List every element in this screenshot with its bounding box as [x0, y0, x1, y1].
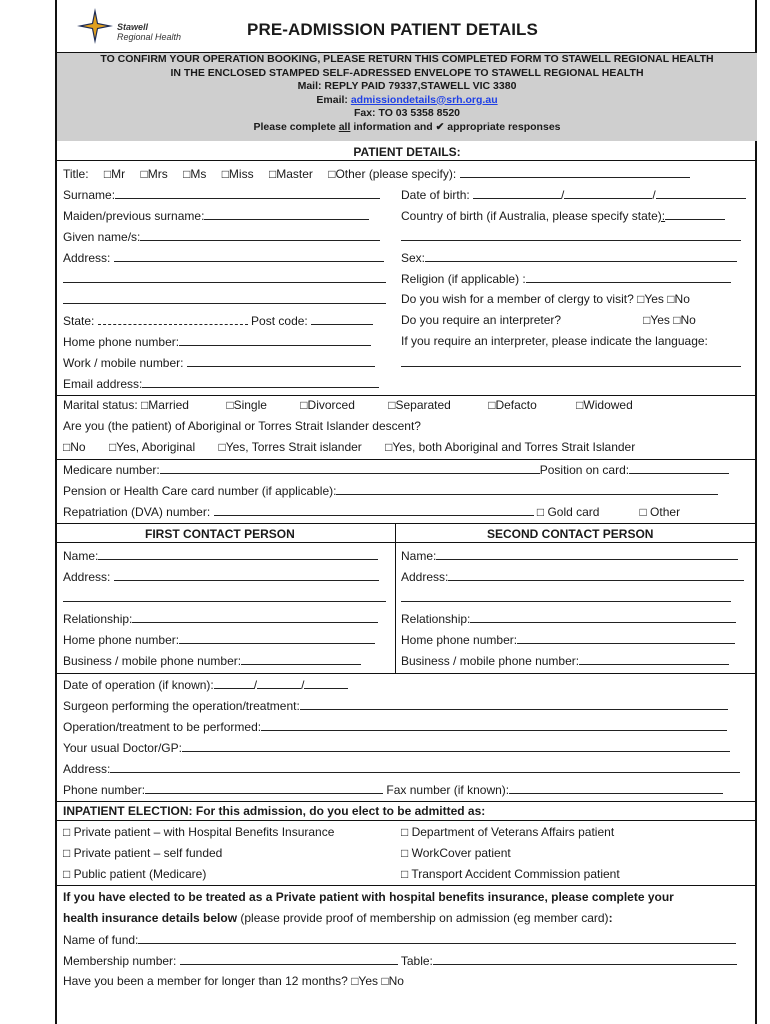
divider	[57, 160, 757, 161]
dva-field[interactable]	[214, 504, 534, 516]
divider	[57, 820, 757, 821]
address-field[interactable]	[114, 250, 384, 262]
divider	[57, 523, 757, 524]
title-label: Title:	[63, 167, 89, 181]
clergy-yes-checkbox[interactable]: □Yes	[637, 292, 664, 306]
work-phone-row	[63, 355, 375, 370]
public-medicare-checkbox[interactable]: □ Public patient (Medicare)	[63, 867, 207, 881]
second-business-row	[401, 653, 729, 668]
country-row	[401, 208, 725, 223]
surname-row	[63, 187, 380, 202]
divider	[57, 542, 757, 543]
title-master-checkbox[interactable]: □Master	[268, 167, 313, 181]
complete-post: information and ✔ appropriate responses	[353, 120, 561, 133]
address-line-3	[63, 292, 386, 307]
logo-name: Stawell	[117, 22, 149, 32]
gp-address-row	[63, 761, 740, 776]
aboriginal-question: Are you (the patient) of Aboriginal or Torres Strait Islander descent?	[63, 419, 421, 433]
membership-field[interactable]	[180, 953, 398, 965]
dob-month-field[interactable]	[564, 187, 652, 199]
country-label: Country of birth (if Australia, please specify state	[401, 209, 658, 223]
second-business-field[interactable]	[579, 653, 729, 665]
both-checkbox[interactable]: □Yes, both Aboriginal and Torres Strait Islander	[385, 440, 636, 454]
first-name-row	[63, 548, 378, 563]
first-address-label: Address:	[63, 570, 111, 584]
email-label: Email address:	[63, 377, 143, 391]
dva-patient-checkbox[interactable]: □ Department of Veterans Affairs patient	[401, 825, 615, 839]
aboriginal-yes-checkbox[interactable]: □Yes, Aboriginal	[108, 440, 196, 454]
membership-row	[63, 953, 737, 968]
email-field[interactable]	[142, 376, 379, 388]
title-miss-checkbox[interactable]: □Miss	[221, 167, 254, 181]
medicare-label: Medicare number:	[63, 463, 160, 477]
gp-phone-row	[63, 782, 723, 797]
marital-separated-checkbox[interactable]: □Separated	[388, 398, 451, 412]
interpreter-row	[401, 313, 696, 327]
state-label: State:	[63, 314, 95, 328]
longer-label: Have you been a member for longer than 12 months?	[63, 974, 348, 988]
op-month-field[interactable]	[257, 677, 301, 689]
op-slash-1: /	[253, 678, 258, 692]
dob-row	[401, 187, 746, 202]
home-phone-field[interactable]	[179, 334, 371, 346]
second-home-field[interactable]	[517, 632, 735, 644]
sex-row	[401, 250, 737, 265]
medicare-field[interactable]	[160, 462, 540, 474]
second-home-label: Home phone number:	[401, 633, 518, 647]
longer-yes-checkbox[interactable]: □Yes	[351, 974, 379, 988]
surgeon-field[interactable]	[300, 698, 728, 710]
fund-field[interactable]	[138, 932, 736, 944]
election-heading: INPATIENT ELECTION: For this admission, do you elect to be admitted as:	[63, 804, 486, 818]
second-relationship-field[interactable]	[470, 611, 736, 623]
op-year-field[interactable]	[304, 677, 348, 689]
op-date-row	[63, 677, 348, 692]
first-address-line-2	[63, 590, 386, 605]
tac-checkbox[interactable]: □ Transport Accident Commission patient	[401, 867, 620, 881]
table-field[interactable]	[433, 953, 737, 965]
marital-married-checkbox[interactable]: □Married	[141, 398, 189, 412]
title-mrs-checkbox[interactable]: □Mrs	[140, 167, 168, 181]
second-relationship-row	[401, 611, 736, 626]
first-address-row	[63, 569, 379, 584]
surname-field[interactable]	[115, 187, 380, 199]
insurance-line-2	[63, 911, 613, 925]
address-line-2	[63, 271, 386, 286]
fund-label: Name of fund:	[63, 933, 139, 947]
form-page	[57, 0, 757, 1024]
op-day-field[interactable]	[214, 677, 254, 689]
patient-details-heading: PATIENT DETAILS:	[353, 145, 461, 159]
gp-fax-label: Fax number (if known):	[386, 783, 510, 797]
position-field[interactable]	[629, 462, 729, 474]
form-header	[57, 0, 757, 53]
notice-email-row	[57, 94, 757, 108]
title-other-field[interactable]	[460, 166, 690, 178]
private-insured-checkbox[interactable]: □ Private patient – with Hospital Benefits Insurance	[63, 825, 335, 839]
sex-label: Sex:	[401, 251, 426, 265]
first-address-field-2[interactable]	[63, 590, 386, 602]
position-label: Position on card:	[539, 463, 630, 477]
religion-label: Religion (if applicable) :	[401, 272, 526, 286]
longer-no-checkbox[interactable]: □No	[381, 974, 404, 988]
divider	[57, 673, 757, 674]
logo-text	[117, 22, 181, 42]
pension-field[interactable]	[336, 483, 718, 495]
work-phone-field[interactable]	[187, 355, 375, 367]
first-relationship-field[interactable]	[132, 611, 378, 623]
insurance-colon: :	[608, 911, 613, 925]
surgeon-label: Surgeon performing the operation/treatment:	[63, 699, 300, 713]
page-title: PRE-ADMISSION PATIENT DETAILS	[247, 20, 538, 39]
interp-lang-field[interactable]	[401, 355, 741, 367]
second-address-field-2[interactable]	[401, 590, 731, 602]
dob-day-field[interactable]	[473, 187, 561, 199]
contacts-divider	[395, 523, 396, 673]
pension-label: Pension or Health Care card number (if applicable):	[63, 484, 337, 498]
first-name-field[interactable]	[98, 548, 378, 560]
aboriginal-no-checkbox[interactable]: □No	[63, 440, 86, 454]
first-name-label: Name:	[63, 549, 99, 563]
given-field[interactable]	[140, 229, 380, 241]
second-name-field[interactable]	[436, 548, 738, 560]
interpreter-no-checkbox[interactable]: □No	[673, 313, 696, 327]
second-business-label: Business / mobile phone number:	[401, 654, 580, 668]
insurance-rest: (please provide proof of membership on admission (eg member card)	[237, 911, 609, 925]
postcode-label: Post code:	[251, 314, 308, 328]
email-link[interactable]: admissiondetails@srh.org.au	[350, 93, 498, 106]
country-field-2[interactable]	[401, 229, 741, 241]
first-business-field[interactable]	[241, 653, 361, 665]
complete-all: all	[338, 120, 351, 133]
divider	[57, 459, 757, 460]
country-line-2	[401, 229, 741, 244]
second-home-row	[401, 632, 735, 647]
marital-widowed-checkbox[interactable]: □Widowed	[576, 398, 633, 412]
address-field-3[interactable]	[63, 292, 386, 304]
notice-complete	[57, 121, 757, 135]
clergy-label: Do you wish for a member of clergy to visit?	[401, 292, 634, 306]
second-address-label: Address:	[401, 570, 449, 584]
address-label: Address:	[63, 251, 111, 265]
given-row	[63, 229, 380, 244]
title-other-checkbox[interactable]: □Other (please specify):	[328, 167, 457, 181]
interpreter-yes-checkbox[interactable]: □Yes	[643, 313, 670, 327]
gp-field[interactable]	[182, 740, 730, 752]
title-ms-checkbox[interactable]: □Ms	[183, 167, 207, 181]
gp-fax-field[interactable]	[509, 782, 723, 794]
dob-label: Date of birth:	[401, 188, 470, 202]
private-self-funded-checkbox[interactable]: □ Private patient – self funded	[63, 846, 223, 860]
first-address-field[interactable]	[114, 569, 379, 581]
dob-slash-1: /	[561, 188, 565, 202]
second-address-field[interactable]	[448, 569, 744, 581]
aboriginal-row	[63, 440, 635, 454]
postcode-field[interactable]	[311, 313, 373, 325]
notice-fax: Fax: TO 03 5358 8520	[353, 107, 461, 119]
gp-row	[63, 740, 730, 755]
gp-address-label: Address:	[63, 762, 111, 776]
fund-row	[63, 932, 736, 947]
first-business-row	[63, 653, 361, 668]
marital-divorced-checkbox[interactable]: □Divorced	[300, 398, 355, 412]
first-contact-heading: FIRST CONTACT PERSON	[145, 527, 295, 541]
address-row	[63, 250, 384, 265]
address-field-2[interactable]	[63, 271, 386, 283]
marital-label: Marital status:	[63, 398, 138, 412]
surname-label: Surname:	[63, 188, 116, 202]
longer-row	[63, 974, 404, 988]
stawell-logo-icon	[75, 6, 115, 46]
second-name-row	[401, 548, 738, 563]
clergy-no-checkbox[interactable]: □No	[667, 292, 690, 306]
surgeon-row	[63, 698, 728, 713]
first-home-field[interactable]	[179, 632, 375, 644]
email-row	[63, 376, 379, 391]
torres-strait-checkbox[interactable]: □Yes, Torres Strait islander	[218, 440, 362, 454]
first-relationship-row	[63, 611, 378, 626]
gp-phone-field[interactable]	[145, 782, 383, 794]
second-relationship-label: Relationship:	[401, 612, 471, 626]
given-label: Given name/s:	[63, 230, 141, 244]
second-address-line-2	[401, 590, 731, 605]
country-close: ):	[657, 209, 666, 223]
table-label: Table:	[400, 954, 433, 968]
gp-label: Your usual Doctor/GP:	[63, 741, 182, 755]
maiden-label: Maiden/previous surname:	[63, 209, 205, 223]
divider	[57, 885, 757, 886]
treatment-field[interactable]	[261, 719, 727, 731]
gp-phone-label: Phone number:	[63, 783, 146, 797]
maiden-row	[63, 208, 369, 223]
interp-lang-row	[401, 355, 741, 370]
country-field[interactable]	[665, 208, 725, 220]
instructions-box	[57, 53, 757, 141]
interp-lang-label: If you require an interpreter, please indicate the language:	[401, 334, 708, 348]
divider	[57, 801, 757, 802]
second-contact-heading: SECOND CONTACT PERSON	[487, 527, 654, 541]
clergy-row	[401, 292, 690, 306]
first-relationship-label: Relationship:	[63, 612, 133, 626]
state-row	[63, 313, 373, 328]
maiden-field[interactable]	[204, 208, 369, 220]
membership-label: Membership number:	[63, 954, 177, 968]
dva-label: Repatriation (DVA) number:	[63, 505, 211, 519]
op-date-label: Date of operation (if known):	[63, 678, 214, 692]
first-home-label: Home phone number:	[63, 633, 180, 647]
title-row	[63, 166, 690, 181]
dob-slash-2: /	[652, 188, 656, 202]
dva-row	[63, 504, 680, 519]
notice-line-2: IN THE ENCLOSED STAMPED SELF-ADRESSED ENVELOPE TO STAWELL REGIONAL HEALTH	[170, 66, 644, 79]
home-phone-row	[63, 334, 371, 349]
notice-line-3: Mail: REPLY PAID 79337,STAWELL VIC 3380	[297, 80, 517, 92]
first-home-row	[63, 632, 375, 647]
divider	[57, 395, 757, 396]
religion-field[interactable]	[526, 271, 731, 283]
dob-year-field[interactable]	[656, 187, 746, 199]
notice-line-1: TO CONFIRM YOUR OPERATION BOOKING, PLEASE RETURN THIS COMPLETED FORM TO STAWELL REGIONAL HEALTH	[100, 53, 714, 65]
work-phone-label: Work / mobile number:	[63, 356, 184, 370]
insurance-bold: health insurance details below	[63, 911, 238, 925]
marital-single-checkbox[interactable]: □Single	[226, 398, 267, 412]
first-business-label: Business / mobile phone number:	[63, 654, 242, 668]
religion-row	[401, 271, 731, 286]
sex-field[interactable]	[425, 250, 737, 262]
pension-row	[63, 483, 718, 498]
treatment-label: Operation/treatment to be performed:	[63, 720, 262, 734]
medicare-row	[63, 462, 729, 477]
workcover-checkbox[interactable]: □ WorkCover patient	[401, 846, 511, 860]
email-label: Email:	[316, 93, 348, 106]
treatment-row	[63, 719, 727, 734]
other-card-checkbox[interactable]: □ Other	[639, 505, 681, 519]
marital-defacto-checkbox[interactable]: □Defacto	[488, 398, 537, 412]
home-phone-label: Home phone number:	[63, 335, 180, 349]
interpreter-label: Do you require an interpreter?	[401, 313, 562, 327]
op-slash-2: /	[301, 678, 305, 692]
second-address-row	[401, 569, 744, 584]
gold-card-checkbox[interactable]: □ Gold card	[536, 505, 600, 519]
second-name-label: Name:	[401, 549, 437, 563]
complete-pre: Please complete	[253, 120, 336, 133]
logo-sub: Regional Health	[117, 32, 182, 42]
marital-row	[63, 398, 633, 412]
gp-address-field[interactable]	[110, 761, 740, 773]
title-mr-checkbox[interactable]: □Mr	[103, 167, 126, 181]
insurance-line-1: If you have elected to be treated as a Private patient with hospital benefits insurance, please complete your	[63, 890, 674, 904]
state-field[interactable]	[98, 313, 248, 325]
